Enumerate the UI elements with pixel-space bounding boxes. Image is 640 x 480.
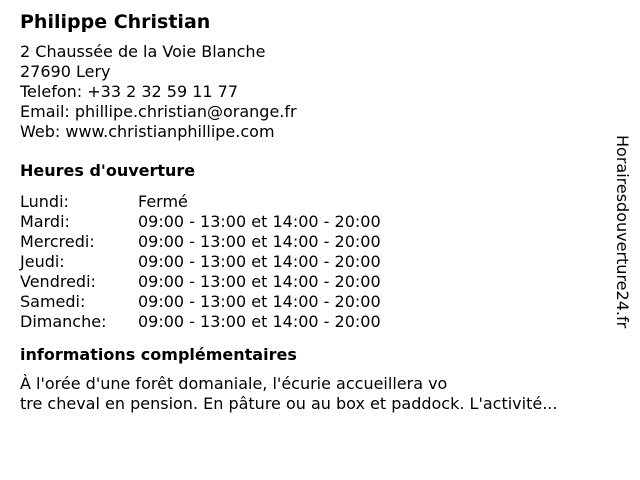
hours-row-lundi: [20, 192, 605, 212]
hours-row-dimanche: [20, 312, 605, 332]
day-label: Jeudi:: [20, 252, 65, 271]
info-heading: informations complémentaires: [20, 345, 297, 364]
email-line: Email: phillipe.christian@orange.fr: [20, 102, 297, 121]
hours-value: 09:00 - 13:00 et 14:00 - 20:00: [138, 232, 381, 251]
day-label: Dimanche:: [20, 312, 107, 331]
day-label: Mardi:: [20, 212, 70, 231]
hours-value: 09:00 - 13:00 et 14:00 - 20:00: [138, 312, 381, 331]
hours-table: [20, 192, 605, 332]
hours-row-mercredi: [20, 232, 605, 252]
hours-value: 09:00 - 13:00 et 14:00 - 20:00: [138, 252, 381, 271]
hours-row-samedi: [20, 292, 605, 312]
site-watermark: Horairesdouverture24.fr: [613, 135, 632, 329]
web-line: Web: www.christianphillipe.com: [20, 122, 275, 141]
hours-heading: Heures d'ouverture: [20, 161, 196, 180]
business-name: Philippe Christian: [20, 11, 211, 33]
day-label: Lundi:: [20, 192, 69, 211]
info-line-1: À l'orée d'une forêt domaniale, l'écurie accueillera vo: [20, 374, 448, 393]
day-label: Vendredi:: [20, 272, 96, 291]
info-description: [20, 374, 605, 414]
day-label: Samedi:: [20, 292, 86, 311]
contact-block: [20, 42, 605, 142]
hours-value: 09:00 - 13:00 et 14:00 - 20:00: [138, 292, 381, 311]
business-card: [20, 10, 605, 414]
info-line-2: tre cheval en pension. En pâture ou au box et paddock. L'activité...: [20, 394, 558, 413]
hours-value: 09:00 - 13:00 et 14:00 - 20:00: [138, 212, 381, 231]
hours-value: Fermé: [138, 192, 188, 211]
day-label: Mercredi:: [20, 232, 95, 251]
hours-row-jeudi: [20, 252, 605, 272]
hours-row-mardi: [20, 212, 605, 232]
address-line-2: 27690 Lery: [20, 62, 111, 81]
hours-value: 09:00 - 13:00 et 14:00 - 20:00: [138, 272, 381, 291]
address-line-1: 2 Chaussée de la Voie Blanche: [20, 42, 266, 61]
hours-row-vendredi: [20, 272, 605, 292]
phone-line: Telefon: +33 2 32 59 11 77: [20, 82, 239, 101]
